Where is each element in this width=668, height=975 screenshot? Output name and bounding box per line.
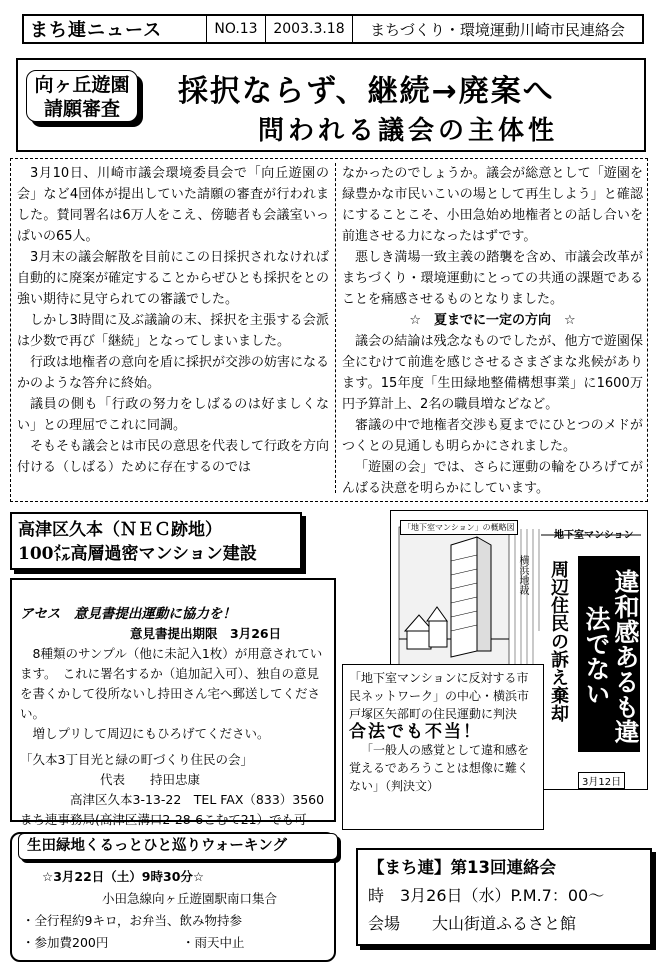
- clipping-map-title: 「地下室マンション」の概略図: [400, 520, 518, 535]
- nec-title-box: [10, 512, 302, 570]
- article-paragraph: 議員の側も「行政の努力をしばるのは好ましくない」との理屈でこれに同調。: [17, 397, 329, 433]
- nec-appeal: アセス 意見書提出運動に協力を！: [20, 606, 236, 622]
- caption-body: 「地下室マンションに反対する市民ネットワーク」の中心・横浜市戸塚区矢部町の住民運動に判決: [349, 671, 530, 721]
- nec-address: 高津区久本3-13-22 TEL FAX（833）3560: [70, 792, 325, 807]
- nec-group: 「久本3丁目光と緑の町づくり住民の会」: [20, 752, 253, 767]
- newsletter-name: まち連ニュース: [24, 16, 207, 42]
- nec-deadline: 意見書提出期限 3月26日: [130, 626, 282, 641]
- clipping-subheadline: 周辺住民の訴え棄却: [548, 560, 569, 722]
- article-paragraph: なかったのでしょうか。議会が総意として「遊園を緑豊かな市民いこいの場として再生しよう」と確認にすることこそ、小田急始め地権者との話し合いを前進させる力になったはずです。: [342, 166, 643, 244]
- headline-subtitle: 問われる議会の主体性: [258, 116, 559, 146]
- article-paragraph: 3月10日、川崎市議会環境委員会で「向丘遊園の会」など4団体が提出していた請願の審査が行われました。賛同署名は6万人をこえ、傍聴者も会議室いっぱいの65人。: [17, 166, 329, 244]
- walking-event-box: [10, 832, 336, 962]
- organization-name: まちづくり・環境運動川崎市民連絡会: [370, 20, 625, 39]
- caption-quote: 「一般人の感覚として違和感を覚えるであろうことは想像に難くない」（判決文）: [349, 743, 530, 793]
- nec-office: まち連事務局(高津区溝口2-28-6こむて21）でも可: [20, 812, 307, 827]
- main-article: [10, 158, 648, 502]
- meeting-box: [356, 848, 652, 946]
- nec-title-2: 100㍍高層過密マンション建設: [18, 544, 257, 564]
- issue-number: NO.13: [207, 16, 266, 42]
- article-paragraph: 悪しき満場一致主義の踏襲を含め、市議会改革がまちづくり・環境運動にとっての共通の課題であることを痛感させるものとなりました。: [342, 250, 643, 307]
- tag-line-1: 向ヶ丘遊園: [34, 74, 130, 96]
- clipping-date: 3月12日: [578, 772, 625, 789]
- article-paragraph: 3月末の議会解散を目前にこの日採択されなければ自動的に廃案が確定することからぜひとも採択をとの強い期待に見守られての審議でした。: [17, 250, 329, 307]
- article-paragraph: 議会の結論は残念なものでしたが、他方で遊園保全にむけて前進を感じさせるさまざまな兆候があります。15年度「生田緑地整備構想事業」に1600万円予算計上、2名の職員増などなど。: [342, 334, 643, 412]
- article-subheading: ☆ 夏までに一定の方向 ☆: [409, 313, 576, 328]
- meeting-title: 【まち連】第13回連絡会: [368, 858, 556, 877]
- nec-body-box: [10, 578, 336, 827]
- article-paragraph: 行政は地権者の意向を盾に採択が交渉の妨害になるかのような答弁に終始。: [17, 355, 330, 391]
- article-paragraph: 審議の中で地権者交渉も夏までにひとつのメドがつくとの見通しも明らかにされました。: [342, 418, 643, 454]
- nec-body-2: 増しプリして周辺にもひろげてください。: [32, 726, 270, 741]
- newsletter-header: [22, 14, 644, 44]
- article-paragraph: しかし3時間に及ぶ議論の末、採択を主張する会派は少数で再び「継続」となってしまいました。: [17, 313, 329, 349]
- nec-representative: 代表 持田忠康: [100, 772, 201, 787]
- headline-title: 採択ならず、継続→廃案へ: [178, 74, 555, 109]
- clipping-headline: 違和感あるも違法でない: [578, 556, 640, 752]
- article-paragraph: そもそも議会とは市民の意思を代表して行政を方向付ける（しばる）ために存在するのでは: [17, 439, 330, 475]
- article-right-column: [335, 163, 643, 496]
- issue-date: 2003.3.18: [266, 16, 353, 42]
- headline-box: [16, 58, 646, 152]
- nec-title-1: 高津区久本（ＮＥＣ跡地）: [18, 520, 222, 540]
- walking-event-item: ・参加費200円: [22, 935, 109, 950]
- clipping-header: 地下室マンション: [554, 530, 634, 541]
- meeting-place: 会場 大山街道ふるさと館: [368, 914, 577, 933]
- clipping-caption: [342, 664, 544, 830]
- article-left-column: [17, 163, 329, 478]
- nec-body-1: 8種類のサンプル（他に未記入1枚）が用意されています。 これに署名するか（追加記入可）、独自の意見を書くかして役所ないし持田さん宅へ郵送してください。: [20, 646, 323, 721]
- caption-headline: 合法でも不当！: [349, 722, 482, 742]
- headline-tag: [26, 70, 138, 122]
- tag-line-2: 請願審査: [43, 98, 120, 120]
- walking-event-title: 生田緑地くるっとひと巡りウォーキング: [18, 833, 338, 860]
- clipping-source: 横浜地裁: [517, 555, 528, 595]
- walking-event-item: ・全行程約9キロ，お弁当、飲み物持参: [22, 913, 242, 928]
- walking-event-date: ☆3月22日（土）9時30分☆: [42, 869, 205, 884]
- article-paragraph: 「遊園の会」では、さらに運動の輪をひろげてがんばる決意を明らかにしています。: [342, 460, 643, 496]
- walking-event-place: 小田急線向ヶ丘遊園駅南口集合: [102, 891, 278, 906]
- meeting-time: 時 3月26日（水）P.M.7：00～: [368, 886, 605, 905]
- walking-event-item: ・雨天中止: [182, 935, 245, 950]
